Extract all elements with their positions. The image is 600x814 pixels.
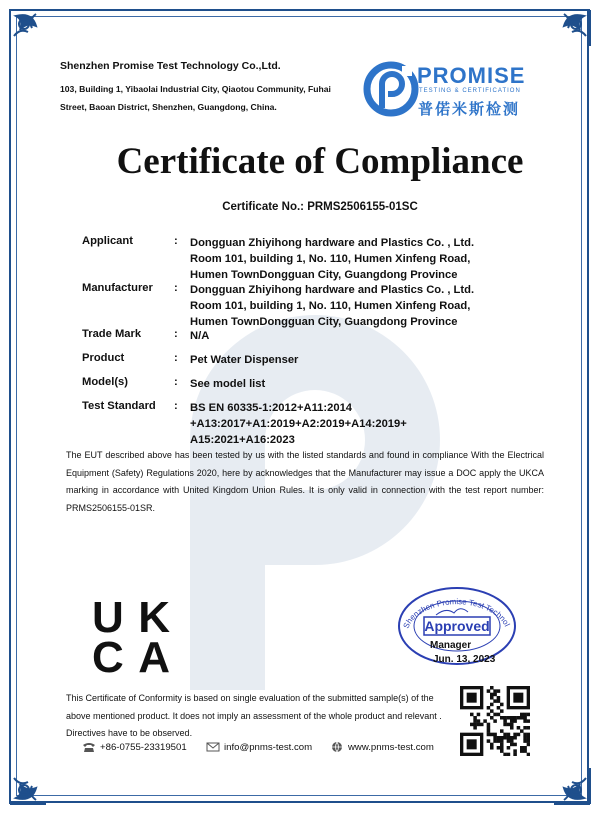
globe-icon (330, 741, 344, 753)
field-label: Trade Mark (82, 328, 142, 340)
field-value-line: Humen TownDongguan City, Guangdong Province (190, 269, 458, 281)
field-colon: : (174, 376, 178, 388)
field-value-line: Dongguan Zhiyihong hardware and Plastics Co. , Ltd. (190, 237, 475, 249)
logo-chinese-name: 普偌米斯检测 (418, 101, 521, 118)
field-colon: : (174, 328, 178, 340)
field-value-line: Humen TownDongguan City, Guangdong Province (190, 316, 458, 328)
field-label: Product (82, 352, 125, 364)
ukca-mark (92, 596, 172, 674)
stamp-ring-text: Shenzhen Promise Test Technol (401, 597, 512, 630)
email-icon (206, 741, 220, 753)
qr-code (460, 686, 530, 756)
signature-role: Manager (430, 640, 472, 651)
field-value-line: Room 101, building 1, No. 110, Humen Xinfeng Road, (190, 300, 471, 312)
field-value-line: BS EN 60335-1:2012+A11:2014 (190, 402, 353, 414)
field-value-line: Dongguan Zhiyihong hardware and Plastics Co. , Ltd. (190, 284, 475, 296)
field-label: Applicant (82, 235, 133, 247)
field-value-line: Room 101, building 1, No. 110, Humen Xinfeng Road, (190, 253, 471, 265)
stamp-center-text: Approved (424, 618, 490, 634)
field-value (190, 400, 407, 448)
field-value (190, 352, 298, 368)
field-value (190, 235, 474, 283)
corner-ornament-top-right (532, 6, 594, 68)
field-value-line: A15:2021+A16:2023 (190, 434, 295, 446)
corner-ornament-bottom-left (6, 746, 68, 808)
company-address-line: 103, Building 1, Yibaolai Industrial City, Qiaotou Community, Fuhai (60, 84, 331, 94)
contact-phone-text: +86-0755-23319501 (100, 741, 187, 753)
logo-tagline: TESTING & CERTIFICATION (419, 88, 521, 94)
certificate-number: Certificate No.: PRMS2506155-01SC (222, 201, 418, 213)
compliance-statement: The EUT described above has been tested by us with the listed standards and found in compliance With the Electrical Equipment (Safety) Regulations 2020, here by acknowledges that the Manufacturer may issue a DOC apply the UKCA marking in accordance with United Kingdom Union Rules. It is only valid in connection with the test report number: PRMS2506155-01SR. (66, 450, 544, 513)
contact-website-text: www.pnms-test.com (348, 741, 434, 753)
field-label: Manufacturer (82, 282, 153, 294)
field-colon: : (174, 235, 178, 247)
field-value-line: See model list (190, 378, 266, 390)
corner-ornament-top-left (6, 6, 68, 68)
company-address (60, 80, 360, 116)
field-value (190, 282, 474, 330)
contact-email-text: info@pnms-test.com (224, 741, 313, 753)
field-value (190, 328, 209, 344)
promise-logo (362, 60, 537, 126)
field-value-line: N/A (190, 330, 210, 342)
footer-note: This Certificate of Conformity is based on single evaluation of the submitted sample(s) of the above mentioned product. It does not imply an assessment of the whole product and relevant . Directives have to be observed. (66, 693, 442, 738)
field-colon: : (174, 352, 178, 364)
logo-name: PROMISE (417, 63, 526, 88)
phone-icon (82, 741, 96, 753)
company-address-line: Street, Baoan District, Shenzhen, Guangdong, China. (60, 102, 277, 112)
ukca-line1: UK (92, 596, 170, 642)
corner-ornament-bottom-right (532, 746, 594, 808)
contact-email (206, 741, 312, 753)
signature-date: Jun. 13, 2023 (433, 654, 496, 665)
field-value (190, 376, 265, 392)
promise-logo-mark (362, 60, 420, 118)
field-label: Test Standard (82, 400, 156, 412)
company-name: Shenzhen Promise Test Technology Co.,Ltd. (60, 60, 281, 72)
field-colon: : (174, 400, 178, 412)
certificate-title: Certificate of Compliance (116, 141, 524, 182)
contact-website (330, 741, 434, 753)
contact-phone (82, 741, 187, 753)
field-label: Model(s) (82, 376, 128, 388)
field-colon: : (174, 282, 178, 294)
field-value-line: Pet Water Dispenser (190, 354, 299, 366)
ukca-line2: CA (92, 633, 170, 674)
field-value-line: +A13:2017+A1:2019+A2:2019+A14:2019+ (190, 418, 407, 430)
